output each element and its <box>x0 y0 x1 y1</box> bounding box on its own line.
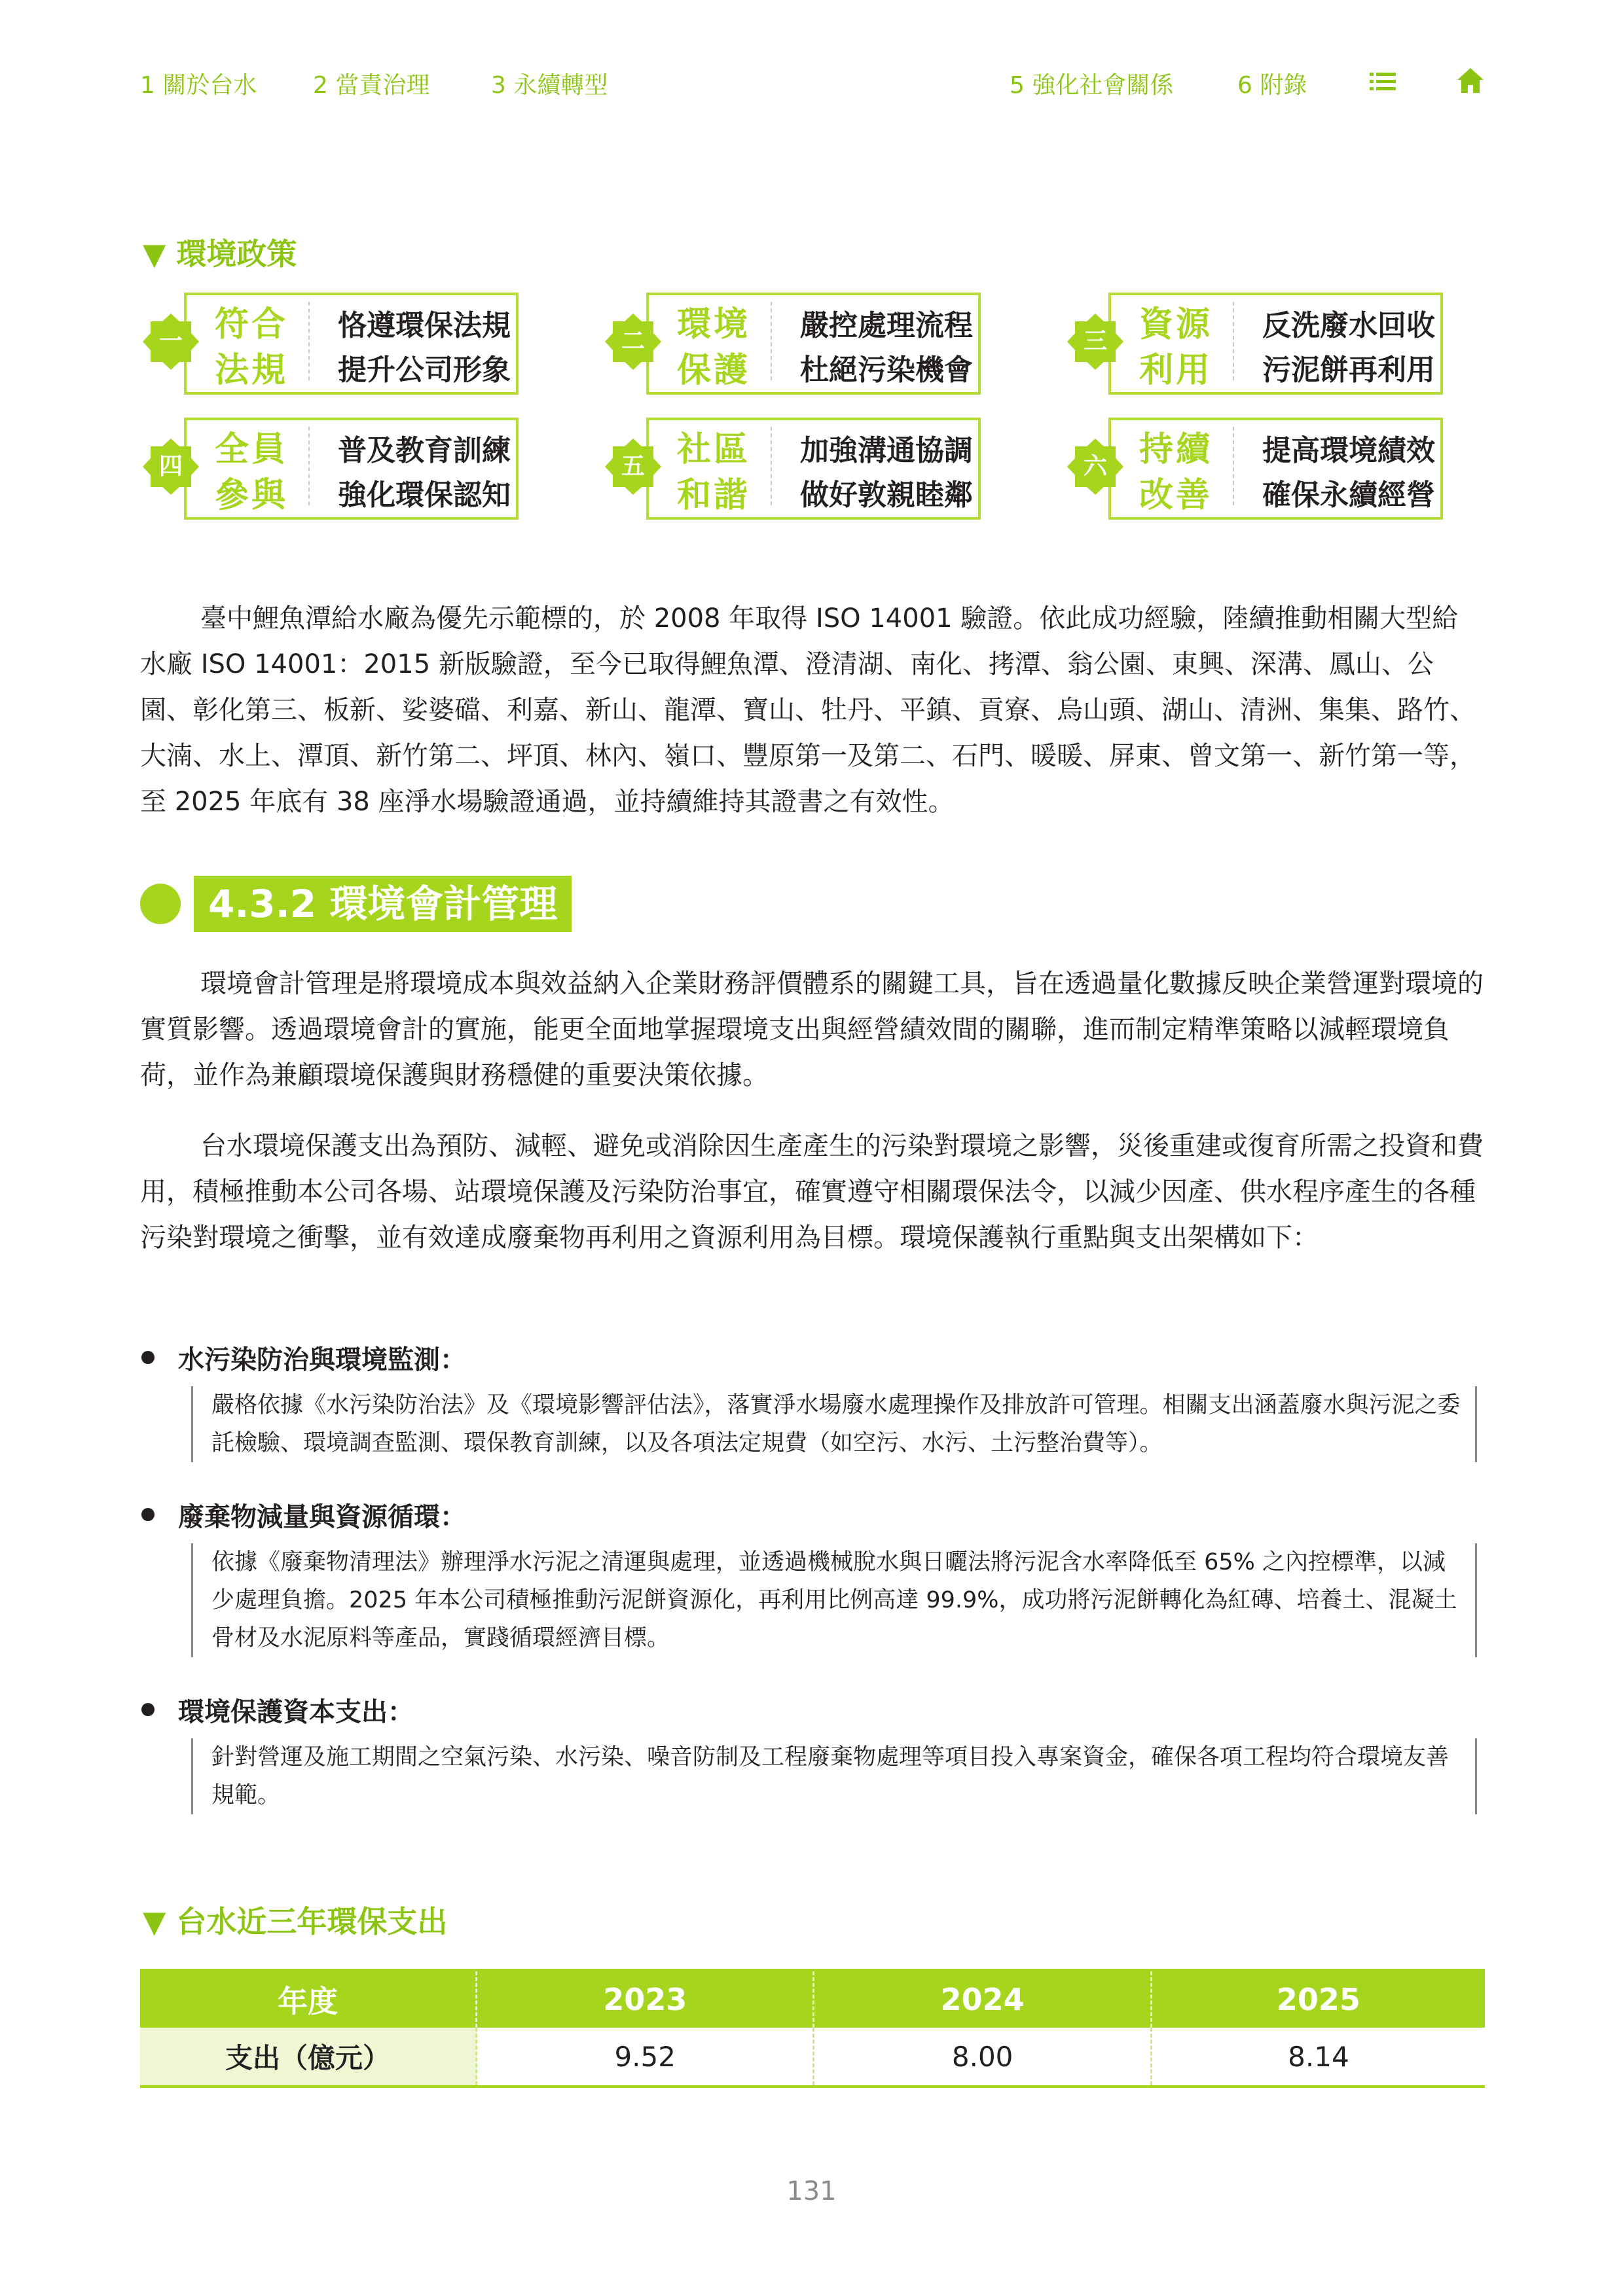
table-header-cell: 2025 <box>1151 1970 1485 2028</box>
section-paragraph-1 <box>140 961 1484 1098</box>
policy-item-compliance <box>141 293 516 392</box>
policy-desc: 恪遵環保法規 <box>338 309 511 342</box>
table-cell: 9.52 <box>477 2028 814 2087</box>
env-policy-heading: ▼ 環境政策 <box>143 236 297 272</box>
policy-desc: 反洗廢水回收 <box>1262 309 1435 342</box>
list-icon[interactable] <box>1370 71 1396 93</box>
table-header-cell: 2024 <box>814 1970 1151 2028</box>
policy-term: 社區 <box>677 430 751 469</box>
table-cell: 8.14 <box>1151 2028 1485 2087</box>
table-row <box>140 2028 1485 2087</box>
policy-item-protection <box>604 293 978 392</box>
bullet-title-water: 水污染防治與環境監測： <box>178 1345 466 1375</box>
policy-badge-number: 三 <box>1083 328 1107 355</box>
section-paragraph-2-text: 台水環境保護支出為預防、減輕、避免或消除因生產產生的污染對環境之影響，災後重建或復育所需之投資和費用，積極推動本公司各場、站環境保護及污染防治事宜，確實遵守相關環保法令，以減少因產、供水程序產生的各種污染對環境之衝擊，並有效達成廢棄物再利用之資源利用為目標。環境保護執行重點與支出架構如下： <box>140 1131 1484 1253</box>
policy-term: 全員 <box>215 430 289 469</box>
table-cell: 8.00 <box>814 2028 1151 2087</box>
policy-desc: 提升公司形象 <box>338 353 511 387</box>
policy-item-participation <box>141 418 516 517</box>
table-header-cell: 2023 <box>477 1970 814 2028</box>
policy-desc: 做好敦親睦鄰 <box>800 478 973 512</box>
section-title: 4.3.2 環境會計管理 <box>194 876 572 932</box>
policy-desc: 嚴控處理流程 <box>800 309 973 342</box>
policy-term: 符合 <box>215 305 289 344</box>
policy-badge-number: 四 <box>158 453 183 480</box>
section-paragraph-2 <box>140 1123 1484 1261</box>
bullet-title-capital: 環境保護資本支出： <box>178 1697 414 1727</box>
nav-item-transformation[interactable]: 3 永續轉型 <box>491 72 608 99</box>
iso-paragraph <box>140 596 1484 825</box>
nav-item-social[interactable]: 5 強化社會關係 <box>1010 72 1174 99</box>
page-number: 131 <box>786 2176 837 2206</box>
policy-desc: 強化環保認知 <box>338 478 511 512</box>
home-icon[interactable] <box>1457 68 1484 93</box>
bullet-title-waste: 廢棄物減量與資源循環： <box>178 1502 466 1532</box>
nav-item-appendix[interactable]: 6 附錄 <box>1237 72 1307 99</box>
policy-badge-number: 五 <box>621 453 645 480</box>
policy-desc: 杜絕污染機會 <box>800 353 973 387</box>
section-bullet-icon <box>140 884 181 924</box>
bullet-dot-icon <box>141 1703 155 1716</box>
policy-desc: 加強溝通協調 <box>800 434 973 467</box>
table-header-row <box>140 1970 1485 2028</box>
policy-desc: 污泥餅再利用 <box>1262 353 1435 387</box>
policy-term: 持續 <box>1139 430 1213 469</box>
policy-term: 法規 <box>215 351 289 390</box>
table-header-cell: 年度 <box>140 1970 477 2028</box>
expense-table <box>140 1969 1485 2088</box>
expense-table-heading: ▼ 台水近三年環保支出 <box>143 1904 448 1939</box>
nav-item-governance[interactable]: 2 當責治理 <box>313 72 430 99</box>
policy-badge-number: 一 <box>158 328 183 355</box>
policy-desc: 提高環境績效 <box>1262 434 1435 467</box>
nav-item-about[interactable]: 1 關於台水 <box>140 72 257 99</box>
policy-badge-number: 六 <box>1083 453 1107 480</box>
policy-term: 參與 <box>215 476 289 515</box>
policy-desc: 普及教育訓練 <box>338 434 511 467</box>
policy-item-community <box>604 418 978 517</box>
bullet-text-capital: 針對營運及施工期間之空氣污染、水污染、噪音防制及工程廢棄物處理等項目投入專案資金，確保各項工程均符合環境友善規範。 <box>191 1738 1477 1814</box>
bullet-text-waste: 依據《廢棄物清理法》辦理淨水污泥之清運與處理，並透過機械脫水與日曬法將污泥含水率降低至 65% 之內控標準，以減少處理負擔。2025 年本公司積極推動污泥餅資源化，再利用比例高達 99.9%，成功將污泥餅轉化為紅磚、培養土、混凝土骨材及水泥原料等產品，實踐循環經濟目標。 <box>191 1543 1477 1657</box>
policy-term: 保護 <box>677 351 751 390</box>
policy-badge-number: 二 <box>621 328 645 355</box>
policy-term: 利用 <box>1139 351 1213 390</box>
policy-item-resource <box>1066 293 1440 392</box>
iso-paragraph-text: 臺中鯉魚潭給水廠為優先示範標的，於 2008 年取得 ISO 14001 驗證。依此成功經驗，陸續推動相關大型給水廠 ISO 14001：2015 新版驗證，至今已取得鯉魚潭、澄清湖、南化、拷潭、翁公園、東興、深溝、鳳山、公園、彰化第三、板新、娑婆礑、利嘉、新山、龍潭、寶山、牡丹、平鎮、貢寮、烏山頭、湖山、清洲、集集、路竹、大湳、水上、潭頂、新竹第二、坪頂、林內、嶺口、豐原第一及第二、石門、暖暖、屏東、曾文第一、新竹第一等，至 2025 年底有 38 座淨水場驗證通過，並持續維持其證書之有效性。 <box>140 603 1476 817</box>
section-paragraph-1-text: 環境會計管理是將環境成本與效益納入企業財務評價體系的關鍵工具，旨在透過量化數據反映企業營運對環境的實質影響。透過環境會計的實施，能更全面地掌握環境支出與經營績效間的關聯，進而制定精準策略以減輕環境負荷，並作為兼顧環境保護與財務穩健的重要決策依據。 <box>140 969 1484 1090</box>
bullet-dot-icon <box>141 1351 155 1364</box>
policy-term: 資源 <box>1139 305 1213 344</box>
policy-item-improvement <box>1066 418 1440 517</box>
bullet-text-water: 嚴格依據《水污染防治法》及《環境影響評估法》，落實淨水場廢水處理操作及排放許可管理。相關支出涵蓋廢水與污泥之委託檢驗、環境調查監測、環保教育訓練，以及各項法定規費（如空污、水污、土污整治費等）。 <box>191 1386 1477 1462</box>
bullet-dot-icon <box>141 1508 155 1521</box>
policy-desc: 確保永續經營 <box>1262 478 1435 512</box>
table-row-label: 支出（億元） <box>140 2028 477 2087</box>
policy-term: 改善 <box>1139 476 1213 515</box>
policy-term: 環境 <box>677 305 751 344</box>
policy-term: 和諧 <box>677 476 751 515</box>
